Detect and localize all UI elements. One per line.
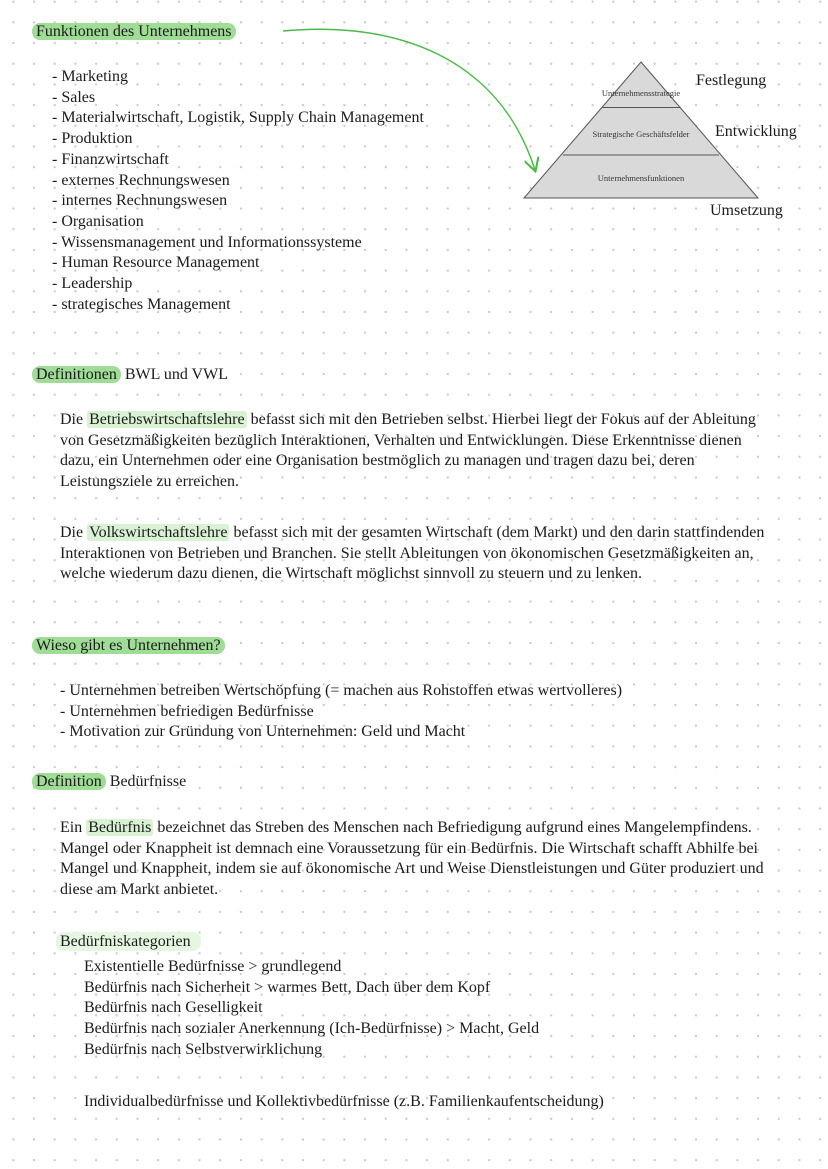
pyramid-level-middle: Strategische Geschäftsfelder: [592, 129, 690, 139]
list-item: - Unternehmen betreiben Wertschöpfung (= machen aus Rohstoffen etwas wertvolleres): [60, 681, 622, 702]
heading-highlight: Funktionen des Unternehmens: [32, 23, 236, 40]
vwl-paragraph: [60, 523, 765, 585]
list-item: - Wissensmanagement und Informationssysteme: [52, 233, 424, 254]
heading-highlight: Definitionen: [32, 366, 121, 383]
subheading-kategorien: [56, 932, 201, 952]
heading-highlight: Wieso gibt es Unternehmen?: [32, 637, 225, 654]
list-item: - Marketing: [52, 67, 424, 88]
paragraph-text: Ein: [60, 819, 87, 836]
subheading-highlight: Bedürfniskategorien: [56, 932, 201, 951]
term-highlight: Betriebswirtschaftslehre: [89, 411, 245, 428]
list-item: - Motivation zur Gründung von Unternehmen: Geld und Macht: [60, 722, 622, 743]
list-item: - Materialwirtschaft, Logistik, Supply Chain Management: [52, 108, 424, 129]
categories-list: [84, 957, 539, 1061]
term-highlight: Volkswirtschaftslehre: [89, 524, 228, 541]
list-item: - Leadership: [52, 274, 424, 295]
list-item: Bedürfnis nach Sicherheit > warmes Bett, Dach über dem Kopf: [84, 978, 491, 996]
heading-text: Bedürfnisse: [105, 773, 187, 790]
reasons-list: [60, 681, 622, 743]
list-item: - Sales: [52, 88, 424, 109]
pyramid-diagram: [0, 0, 828, 240]
section-heading-definitionen: [32, 365, 228, 385]
term-highlight: Bedürfnis: [88, 819, 152, 836]
pyramid-label-umsetzung: Umsetzung: [710, 202, 783, 219]
list-item: Bedürfnis nach Geselligkeit: [84, 999, 263, 1017]
paragraph-text: bezeichnet das Streben des Menschen nach Befriedigung aufgrund eines Mangelempfindens. Mangel oder Knappheit ist demnach eine Voraussetzung für ein Bedürfnis. Die Wirtschaft schafft Abhilfe bei Mangel und Knappheit, indem sie auf ökonomische Art und Weise Dienstleistungen und Güter produziert und diese am Markt anbietet.: [60, 819, 764, 899]
section-heading-wieso: [32, 636, 225, 656]
pyramid-label-festlegung: Festlegung: [696, 72, 767, 89]
beduerfnis-paragraph: [60, 818, 775, 901]
connector-arrow: [283, 29, 535, 170]
list-item: Existentielle Bedürfnisse > grundlegend: [84, 958, 342, 975]
list-item: - externes Rechnungswesen: [52, 171, 424, 192]
section-heading-beduerfnisse: [32, 772, 186, 792]
list-item: - Organisation: [52, 212, 424, 233]
bwl-paragraph: [60, 410, 765, 493]
footer-line: Individualbedürfnisse und Kollektivbedürfnisse (z.B. Familienkaufentscheidung): [84, 1093, 604, 1110]
paragraph-text: befasst sich mit der gesamten Wirtschaft (dem Markt) und den darin stattfindenden Interaktionen von Betrieben und Branchen. Sie stellt Ableitungen von ökonomischen Gesetzmäßigkeiten an, welche wiederum dazu dienen, die Wirtschaft möglichst sinnvoll zu steuern und zu lenken.: [60, 524, 765, 583]
list-item: - internes Rechnungswesen: [52, 191, 424, 212]
list-item: - Unternehmen befriedigen Bedürfnisse: [60, 702, 622, 723]
list-item: - Produktion: [52, 129, 424, 150]
list-item: Bedürfnis nach Selbstverwirklichung: [84, 1040, 323, 1058]
paragraph-text: Die: [60, 524, 88, 541]
list-item: Bedürfnis nach sozialer Anerkennung (Ich-Bedürfnisse) > Macht, Geld: [84, 1020, 540, 1038]
pyramid-level-top: Unternehmensstrategie: [601, 88, 681, 98]
list-item: - strategisches Management: [52, 295, 424, 316]
heading-highlight: Definition: [32, 773, 106, 790]
pyramid-level-bottom: Unternehmensfunktionen: [597, 173, 685, 183]
heading-text: BWL und VWL: [120, 366, 228, 383]
list-item: - Human Resource Management: [52, 253, 424, 274]
paragraph-text: Die: [60, 411, 88, 428]
pyramid-label-entwicklung: Entwicklung: [715, 123, 797, 140]
paragraph-text: befasst sich mit den Betrieben selbst. Hierbei liegt der Fokus auf der Ableitung von Gesetzmäßigkeiten bezüglich Interaktionen, Verhalten und Entwicklungen. Diese Erkenntnisse dienen dazu, ein Unternehmen oder eine Organisation bestmöglich zu managen und tragen dazu bei, deren Leistungsziele zu erreichen.: [60, 411, 756, 491]
list-item: - Finanzwirtschaft: [52, 150, 424, 171]
